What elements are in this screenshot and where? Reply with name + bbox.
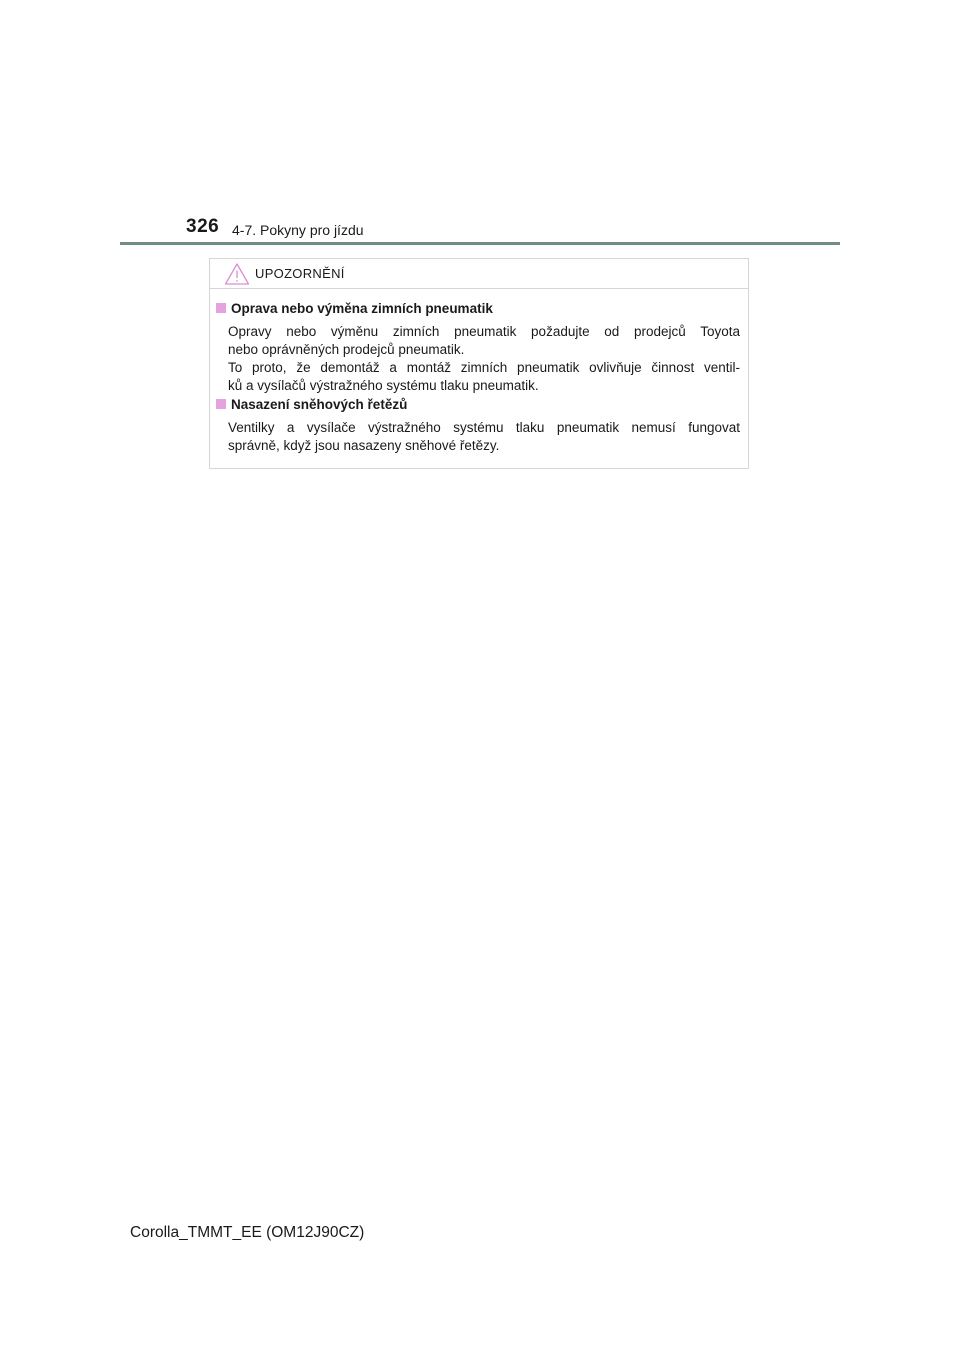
body-line: nebo oprávněných prodejců pneumatik.	[228, 342, 465, 357]
footer-manual-id: Corolla_TMMT_EE (OM12J90CZ)	[130, 1224, 365, 1241]
item-heading-text: Nasazení sněhových řetězů	[231, 397, 408, 412]
item-heading	[216, 397, 407, 412]
body-line: To proto, že demontáž a montáž zimních pneumatik ovlivňuje činnost ventil-	[228, 360, 740, 375]
item-body	[228, 419, 740, 455]
bullet-square	[216, 399, 226, 409]
warning-triangle-icon	[224, 262, 250, 286]
body-line: Ventilky a vysílače výstražného systému tlaku pneumatik nemusí fungovat	[228, 420, 740, 435]
item-body	[228, 323, 740, 395]
item-heading	[216, 301, 493, 316]
bullet-square	[216, 303, 226, 313]
warning-box	[209, 258, 749, 469]
section-title: 4-7. Pokyny pro jízdu	[232, 222, 364, 238]
header-rule	[120, 242, 840, 245]
item-heading-text: Oprava nebo výměna zimních pneumatik	[231, 301, 493, 316]
body-line: ků a vysílačů výstražného systému tlaku pneumatik.	[228, 378, 539, 393]
body-line: správně, když jsou nasazeny sněhové řetězy.	[228, 438, 500, 453]
warning-title: UPOZORNĚNÍ	[255, 266, 345, 281]
warning-header	[210, 259, 748, 289]
page-number: 326	[186, 216, 220, 237]
body-line: Opravy nebo výměnu zimních pneumatik požadujte od prodejců Toyota	[228, 324, 740, 339]
